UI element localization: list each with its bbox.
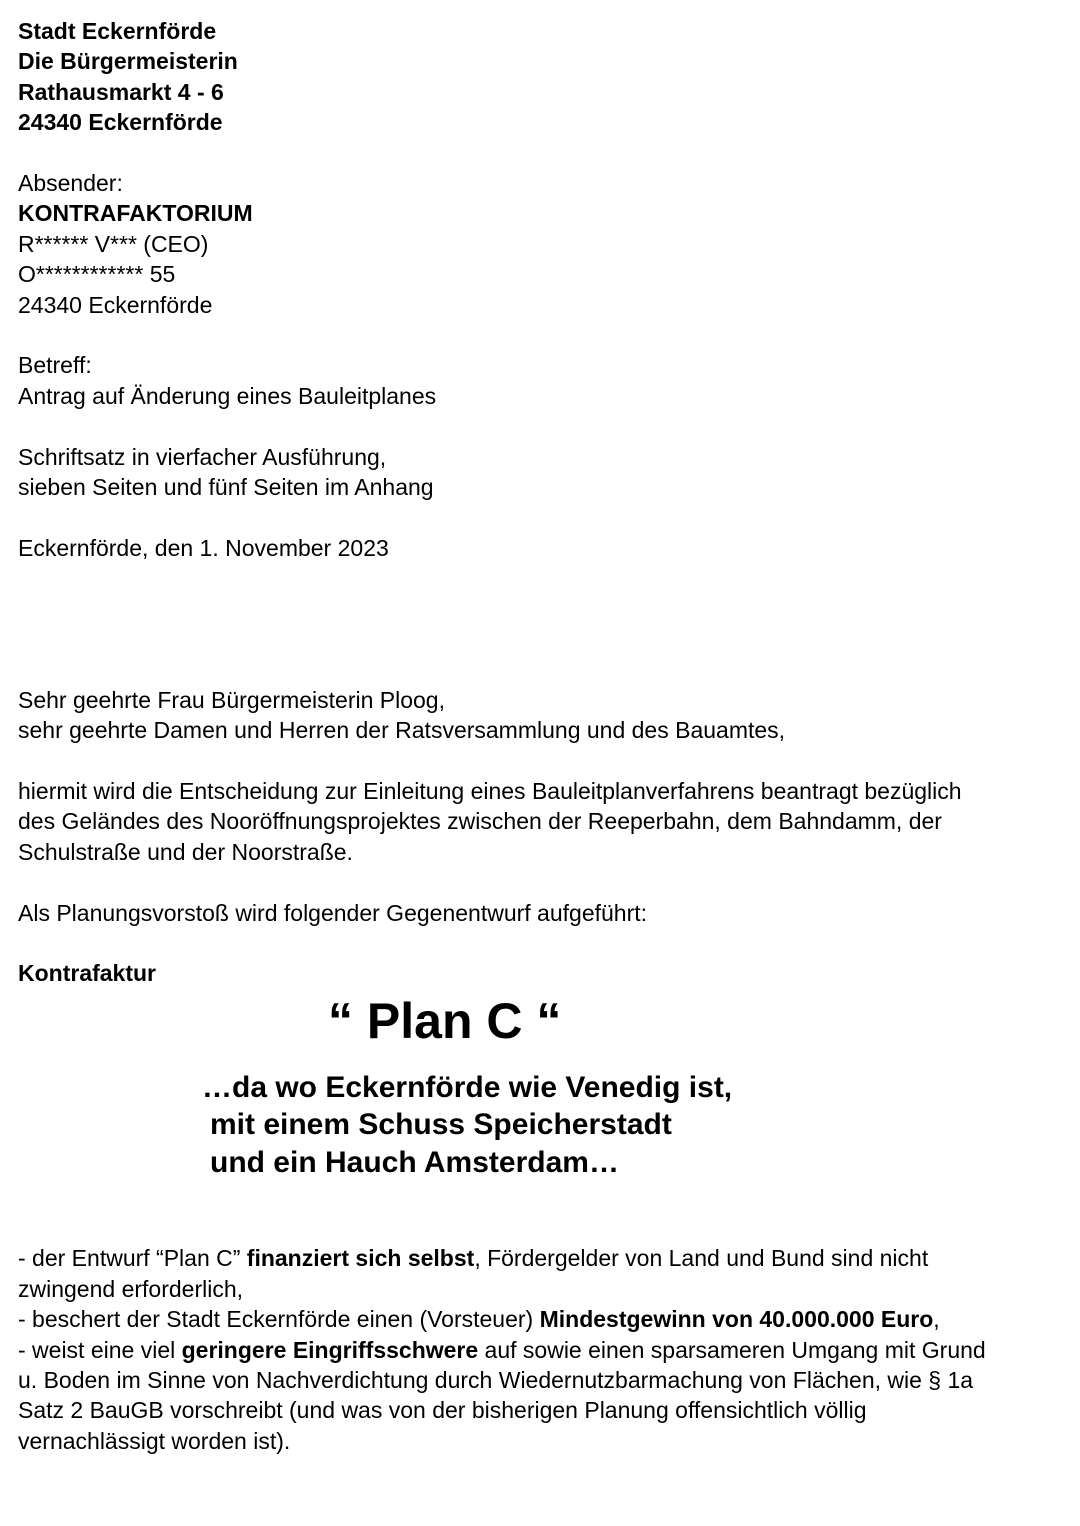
subject-label: Betreff: bbox=[18, 352, 92, 379]
spacer bbox=[18, 928, 1068, 958]
spacer bbox=[18, 867, 1068, 897]
bullet-list bbox=[18, 1243, 1068, 1456]
salutation bbox=[18, 685, 1068, 746]
copies-note bbox=[18, 442, 1068, 503]
bullet-2-emphasis: Mindestgewinn von 40.000.000 Euro bbox=[539, 1306, 934, 1333]
slogan-line-3: und ein Hauch Amsterdam… bbox=[210, 1145, 619, 1179]
slogan-line-2: mit einem Schuss Speicherstadt bbox=[210, 1108, 672, 1142]
bullet-1-continuation: zwingend erforderlich, bbox=[18, 1275, 244, 1302]
letter-date: Eckernförde, den 1. November 2023 bbox=[18, 534, 389, 561]
spacer bbox=[18, 411, 1068, 441]
bullet-item-intervention bbox=[18, 1335, 1068, 1457]
sender-label: Absender: bbox=[18, 170, 123, 197]
bullet-item-self-financing bbox=[18, 1243, 1068, 1304]
bullet-2-text-end: , bbox=[933, 1306, 940, 1333]
body-paragraph-1 bbox=[18, 776, 1068, 867]
spacer bbox=[18, 320, 1068, 350]
body-paragraph-1-line-3: Schulstraße und der Noorstraße. bbox=[18, 838, 353, 865]
section-heading: Kontrafaktur bbox=[18, 960, 157, 987]
spacer bbox=[18, 502, 1068, 532]
sender-street: O************ 55 bbox=[18, 261, 176, 288]
bullet-2-text: - beschert der Stadt Eckernförde einen (Vorsteuer) bbox=[18, 1306, 540, 1333]
bullet-3-continuation-1: u. Boden im Sinne von Nachverdichtung durch Wiedernutzbarmachung von Flächen, wie § 1a bbox=[18, 1366, 974, 1393]
recipient-line-3: Rathausmarkt 4 - 6 bbox=[18, 78, 224, 105]
sender-block bbox=[18, 168, 1068, 320]
recipient-line-1: Stadt Eckernförde bbox=[18, 18, 217, 44]
bullet-item-minimum-profit bbox=[18, 1304, 1068, 1334]
bullet-1-emphasis: finanziert sich selbst bbox=[246, 1245, 475, 1272]
spacer bbox=[18, 563, 1068, 685]
salutation-line-2: sehr geehrte Damen und Herren der Ratsversammlung und des Bauamtes, bbox=[18, 717, 786, 744]
letter-page bbox=[18, 16, 1068, 1456]
copies-line-2: sieben Seiten und fünf Seiten im Anhang bbox=[18, 474, 434, 501]
sender-company: KONTRAFAKTORIUM bbox=[18, 200, 253, 227]
recipient-address bbox=[18, 16, 1068, 138]
plan-slogan bbox=[202, 1069, 1068, 1182]
body-paragraph-2: Als Planungsvorstoß wird folgender Gegenentwurf aufgeführt: bbox=[18, 899, 648, 926]
body-paragraph-1-line-1: hiermit wird die Entscheidung zur Einleitung eines Bauleitplanverfahrens beantragt bezüglich bbox=[18, 778, 962, 805]
spacer bbox=[18, 138, 1068, 168]
recipient-line-4: 24340 Eckernförde bbox=[18, 109, 223, 136]
bullet-1-text: - der Entwurf “Plan C” bbox=[18, 1245, 247, 1272]
sender-city: 24340 Eckernförde bbox=[18, 291, 213, 318]
spacer bbox=[18, 746, 1068, 776]
sender-person: R****** V*** (CEO) bbox=[18, 230, 209, 257]
bullet-3-continuation-3: vernachlässigt worden ist). bbox=[18, 1427, 291, 1454]
subject-text: Antrag auf Änderung eines Bauleitplanes bbox=[18, 382, 437, 409]
slogan-line-1: …da wo Eckernförde wie Venedig ist, bbox=[202, 1070, 733, 1104]
body-paragraph-1-line-2: des Geländes des Nooröffnungsprojektes zwischen der Reeperbahn, dem Bahndamm, der bbox=[18, 808, 942, 835]
plan-title: “ Plan C “ bbox=[328, 992, 562, 1049]
bullet-3-continuation-2: Satz 2 BauGB vorschreibt (und was von der bisherigen Planung offensichtlich völlig bbox=[18, 1397, 867, 1424]
bullet-1-text-end: , Fördergelder von Land und Bund sind nicht bbox=[474, 1245, 929, 1272]
recipient-line-2: Die Bürgermeisterin bbox=[18, 48, 238, 75]
bullet-3-emphasis: geringere Eingriffsschwere bbox=[181, 1336, 479, 1363]
copies-line-1: Schriftsatz in vierfacher Ausführung, bbox=[18, 443, 387, 470]
salutation-line-1: Sehr geehrte Frau Bürgermeisterin Ploog, bbox=[18, 686, 445, 713]
bullet-3-text-end: auf sowie einen sparsameren Umgang mit Grund bbox=[478, 1336, 986, 1363]
subject-block bbox=[18, 350, 1068, 411]
bullet-3-text: - weist eine viel bbox=[18, 1336, 182, 1363]
